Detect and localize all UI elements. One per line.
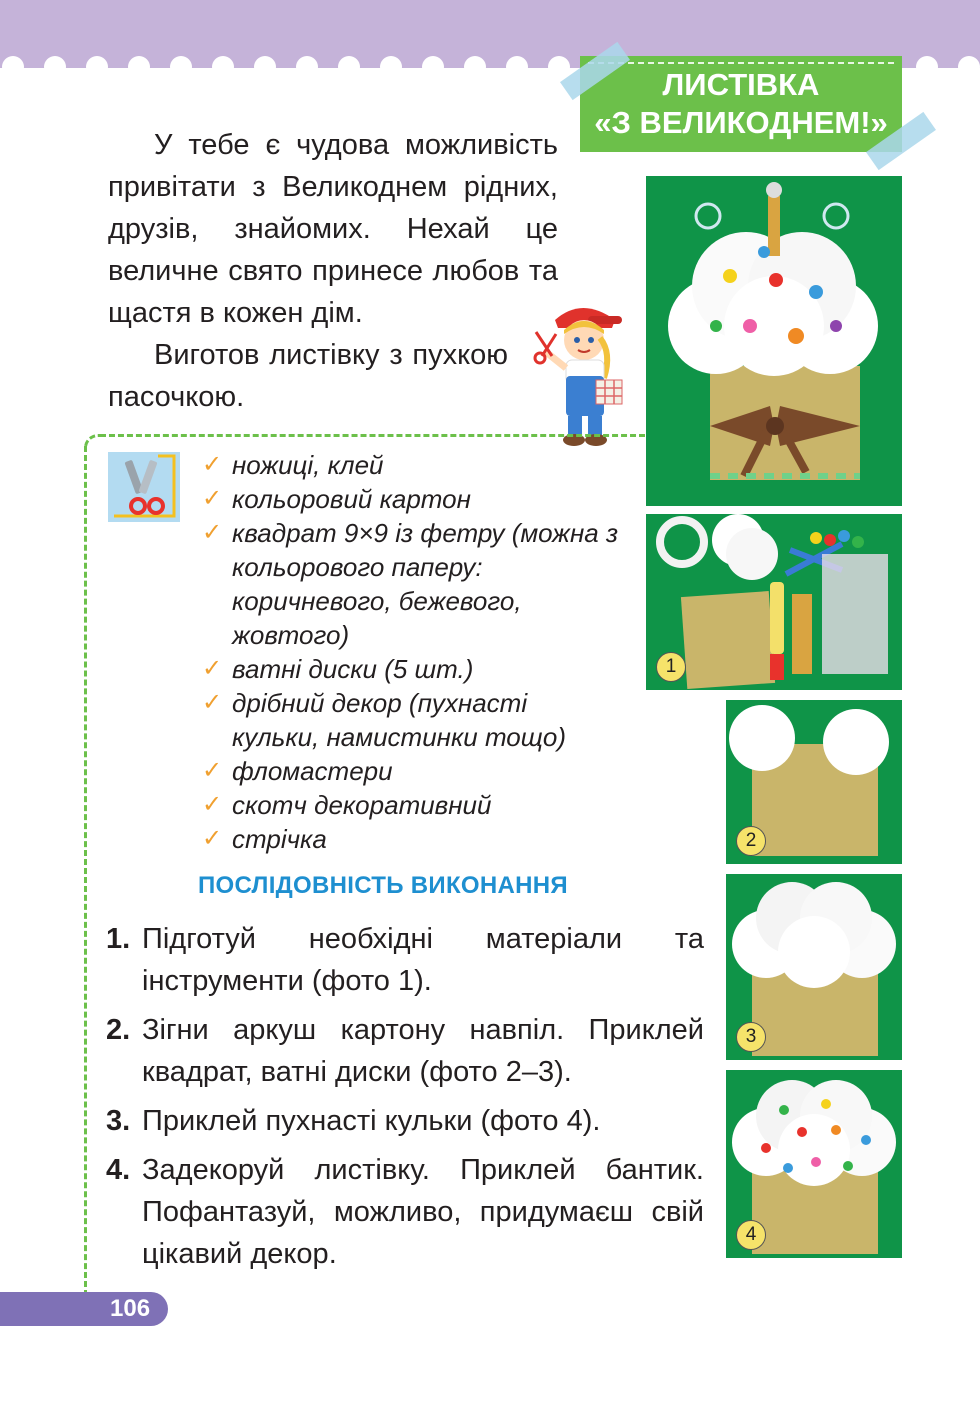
photo-number-badge: 1: [656, 652, 686, 682]
step-text: Зігни аркуш картону навпіл. Приклей квадрат, ватні диски (фото 2–3).: [142, 1014, 704, 1088]
material-item: ✓ стрічка: [200, 822, 620, 856]
intro-paragraph-1: У тебе є чудова можливість привітати з Великоднем рідних, друзів, знайомих. Нехай це величне свято принесе любов та щастя в кожен дім.: [108, 129, 558, 329]
dashed-frame-top: [100, 434, 645, 437]
step-number: 4.: [106, 1154, 131, 1186]
material-item: ✓ кольоровий картон: [200, 482, 620, 516]
steps-list: [106, 918, 704, 1282]
sequence-heading: ПОСЛІДОВНІСТЬ ВИКОНАННЯ: [198, 872, 568, 899]
photo-number-badge: 3: [736, 1022, 766, 1052]
step-item: [106, 1149, 704, 1275]
materials-list: [200, 448, 620, 856]
page-number-tab: [0, 1292, 168, 1326]
material-item: ✓ дрібний декор (пухнасті кульки, намистинки тощо): [200, 686, 620, 754]
step-number: 1.: [106, 923, 131, 955]
step-text: Приклей пухнасті кульки (фото 4).: [142, 1105, 601, 1137]
dashed-frame-left: [84, 446, 87, 1296]
photo-3-discs-glued: [726, 874, 902, 1060]
material-item: ✓ ватні диски (5 шт.): [200, 652, 620, 686]
photo-number-badge: 4: [736, 1220, 766, 1250]
material-item: ✓ фломастери: [200, 754, 620, 788]
lesson-title: [580, 56, 902, 152]
step-number: 2.: [106, 1014, 131, 1046]
photo-1-materials: [646, 514, 902, 690]
page-number: 106: [110, 1295, 151, 1322]
step-item: [106, 1100, 704, 1142]
intro-paragraph-2: Виготов листівку з пухкою пасочкою.: [108, 339, 508, 413]
title-line-1: ЛИСТІВКА: [662, 67, 820, 102]
title-line-2: «З ВЕЛИКОДНЕМ!»: [594, 105, 888, 140]
step-item: [106, 1009, 704, 1093]
step-text: Задекоруй листівку. Приклей бантик. Пофантазуй, можливо, придумаєш свій цікавий декор.: [142, 1154, 704, 1270]
step-text: Підготуй необхідні матеріали та інструменти (фото 1).: [142, 923, 704, 997]
girl-with-scissors-illustration: [530, 298, 640, 448]
material-item: ✓ квадрат 9×9 із фетру (можна з кольорового паперу: коричневого, бежевого, жовтого): [200, 516, 620, 652]
photo-2-discs: [726, 700, 902, 864]
photo-number-badge: 2: [736, 826, 766, 856]
step-number: 3.: [106, 1105, 131, 1137]
material-item: ✓ скотч декоративний: [200, 788, 620, 822]
scissors-glue-icon: [108, 452, 180, 522]
material-item: ✓ ножиці, клей: [200, 448, 620, 482]
photo-4-pompoms: [726, 1070, 902, 1258]
finished-card-photo: [646, 176, 902, 506]
step-item: [106, 918, 704, 1002]
